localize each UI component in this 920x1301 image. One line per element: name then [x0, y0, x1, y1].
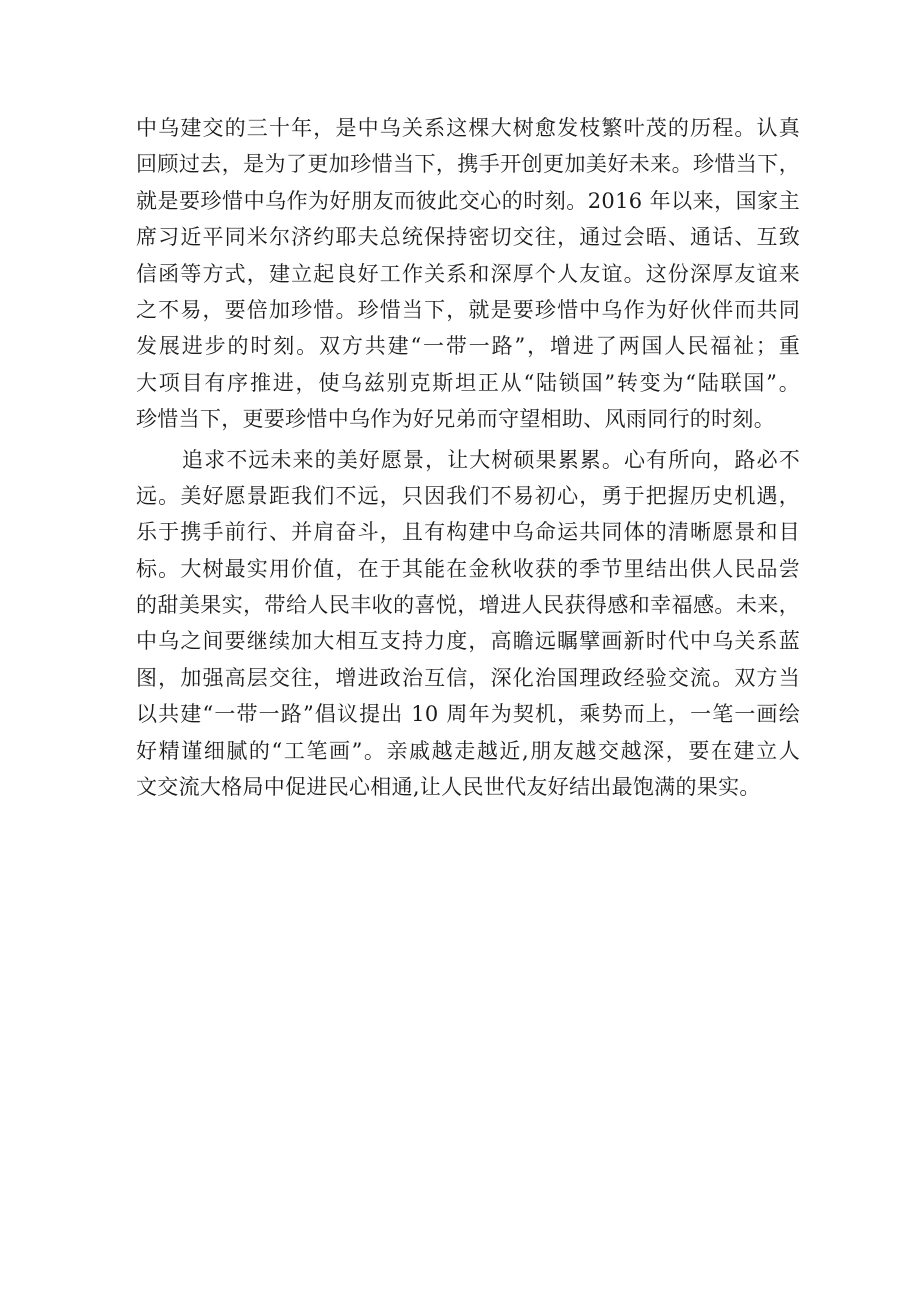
- paragraph-2-line: 标。大树最实用价值，在于其能在金秋收获的季节里结出供人民品尝: [136, 556, 800, 581]
- paragraph-1-line: 回顾过去，是为了更加珍惜当下，携手开创更加美好未来。珍惜当下，: [136, 152, 800, 177]
- paragraph-1-line: 信函等方式，建立起良好工作关系和深厚个人友谊。这份深厚友谊来: [136, 261, 800, 286]
- paragraph-2-line: 追求不远未来的美好愿景，让大树硕果累累。心有所向，路必不: [182, 447, 800, 472]
- paragraph-1-line: 发展进步的时刻。双方共建“一带一路”，增进了两国人民福祉；重: [136, 334, 800, 359]
- paragraph-2-line: 的甜美果实，带给人民丰收的喜悦，增进人民获得感和幸福感。未来，: [136, 593, 800, 618]
- paragraph-1-line: 中乌建交的三十年，是中乌关系这棵大树愈发枝繁叶茂的历程。认真: [136, 116, 800, 140]
- paragraph-2-line: 文交流大格局中促进民心相通,让人民世代友好结出最饱满的果实。: [136, 775, 761, 800]
- paragraph-1-line: 之不易，要倍加珍惜。珍惜当下，就是要珍惜中乌作为好伙伴而共同: [136, 297, 800, 322]
- document-body: [136, 110, 800, 805]
- paragraph-1-line: 席习近平同米尔济约耶夫总统保持密切交往，通过会晤、通话、互致: [136, 225, 800, 250]
- paragraph-2-line: 图，加强高层交往，增进政治互信，深化治国理政经验交流。双方当: [136, 665, 800, 690]
- paragraph-1-line: 大项目有序推进，使乌兹别克斯坦正从“陆锁国”转变为“陆联国”。: [136, 370, 800, 395]
- paragraph-2-line: 以共建“一带一路”倡议提出 10 周年为契机，乘势而上，一笔一画绘: [136, 702, 800, 727]
- paragraph-1-line: 珍惜当下，更要珍惜中乌作为好兄弟而守望相助、风雨同行的时刻。: [136, 407, 775, 432]
- paragraph-2-line: 乐于携手前行、并肩奋斗，且有构建中乌命运共同体的清晰愿景和目: [136, 520, 800, 545]
- paragraph-2-line: 好精谨细腻的“工笔画”。亲戚越走越近,朋友越交越深，要在建立人: [136, 738, 800, 763]
- paragraph-1-line: 就是要珍惜中乌作为好朋友而彼此交心的时刻。2016 年以来，国家主: [136, 188, 800, 213]
- paragraph-1: [136, 110, 800, 438]
- paragraph-2-line: 远。美好愿景距我们不远，只因我们不易初心，勇于把握历史机遇，: [136, 483, 800, 508]
- paragraph-2-line: 中乌之间要继续加大相互支持力度，高瞻远瞩擘画新时代中乌关系蓝: [136, 629, 800, 654]
- paragraph-2: [136, 442, 800, 806]
